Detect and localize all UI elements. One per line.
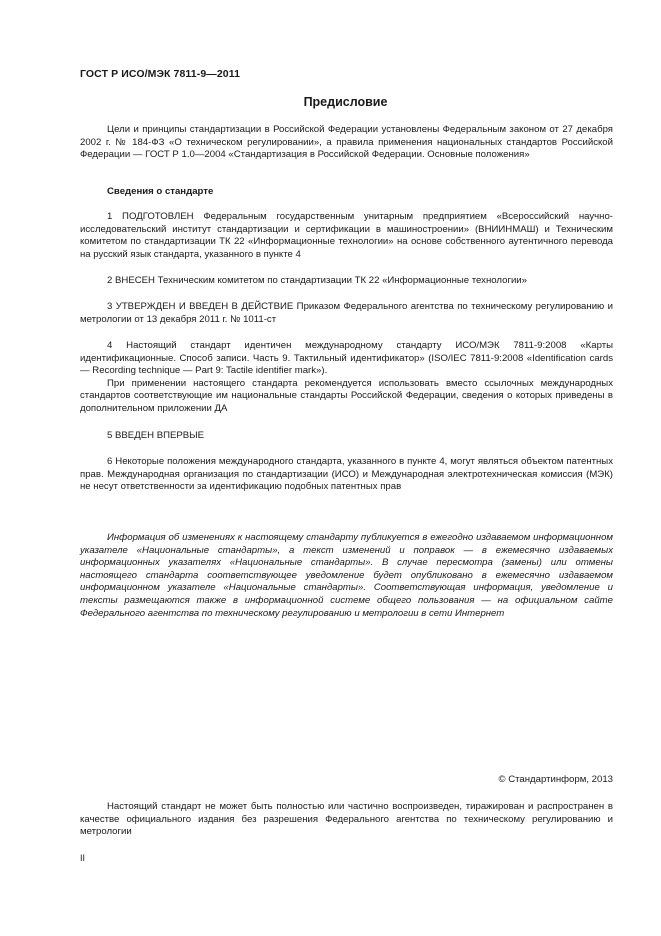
- notice-block: [80, 532, 613, 620]
- section-heading-block: [80, 186, 613, 199]
- page-number: II: [80, 853, 86, 863]
- notice-text: Информация об изменениях к настоящему стандарту публикуется в ежегодно издаваемом информационном указателе «Национальные стандарты», а текст изменений и поправок — в ежемесячно издаваемых информационных указателях «Национальные стандарты». В случае пересмотра (замены) или отмены настоящего стандарта соответствующее уведомление будет опубликовано в ежемесячно издаваемом информационном указателе «Национальные стандарты». Соответствующая информация, уведомление и тексты размещаются также в информационной системе общего пользования — на официальном сайте Федерального агентства по техническому регулированию и метрологии в сети Интернет: [80, 532, 613, 619]
- section-heading: Сведения о стандарте: [107, 186, 214, 197]
- item-3: [80, 301, 613, 326]
- item-4-text: 4 Настоящий стандарт идентичен международному стандарту ИСО/МЭК 7811-9:2008 «Карты идентификационные. Способ записи. Часть 9. Тактильный идентификатор» (ISO/IEC 7811-9:2008 «Identification cards — Recording technique — Part 9: Tactile identifier mark»).: [80, 340, 613, 377]
- item-5-text: 5 ВВЕДЕН ВПЕРВЫЕ: [107, 430, 205, 441]
- standard-code: ГОСТ Р ИСО/МЭК 7811-9—2011: [80, 68, 241, 80]
- item-4: [80, 340, 613, 416]
- intro-text: Цели и принципы стандартизации в Российской Федерации установлены Федеральным законом от 27 декабря 2002 г. № 184-ФЗ «О техническом регулировании», а правила применения национальных стандартов Российской Федерации — ГОСТ Р 1.0—2004 «Стандартизация в Российской Федерации. Основные положения»: [80, 124, 613, 161]
- item-1-text: 1 ПОДГОТОВЛЕН Федеральным государственным унитарным предприятием «Всероссийский научно-исследовательский институт стандартизации и сертификации в машиностроении» (ВНИИНМАШ) и Техническим комитетом по стандартизации ТК 22 «Информационные технологии» на основе собственного аутентичного перевода на русский язык стандарта, указанного в пункте 4: [80, 211, 613, 260]
- item-6-text: 6 Некоторые положения международного стандарта, указанного в пункте 4, могут являться объектом патентных прав. Международная организация по стандартизации (ИСО) и Международная электротехническая комиссия (МЭК) не несут ответственности за идентификацию подобных патентных прав: [80, 456, 613, 493]
- item-5: [80, 430, 613, 443]
- rights-text: Настоящий стандарт не может быть полностью или частично воспроизведен, тиражирован и распространен в качестве официального издания без разрешения Федерального агентства по техническому регулированию и метрологии: [80, 801, 613, 838]
- rights-block: [80, 801, 613, 839]
- item-2-text: 2 ВНЕСЕН Техническим комитетом по стандартизации ТК 22 «Информационные технологии»: [107, 275, 527, 286]
- item-2: [80, 275, 613, 288]
- page-title: Предисловие: [303, 95, 388, 109]
- item-6: [80, 456, 613, 494]
- copyright: © Стандартинформ, 2013: [498, 774, 613, 785]
- item-3-text: 3 УТВЕРЖДЕН И ВВЕДЕН В ДЕЙСТВИЕ Приказом Федерального агентства по техническому регулированию и метрологии от 13 декабря 2011 г. № 1011-ст: [80, 301, 613, 325]
- intro-paragraph: [80, 124, 613, 162]
- item-4-note: При применении настоящего стандарта рекомендуется использовать вместо ссылочных международных стандартов соответствующие им национальные стандарты Российской Федерации, сведения о которых приведены в дополнительном приложении ДА: [80, 377, 613, 414]
- item-1: [80, 211, 613, 261]
